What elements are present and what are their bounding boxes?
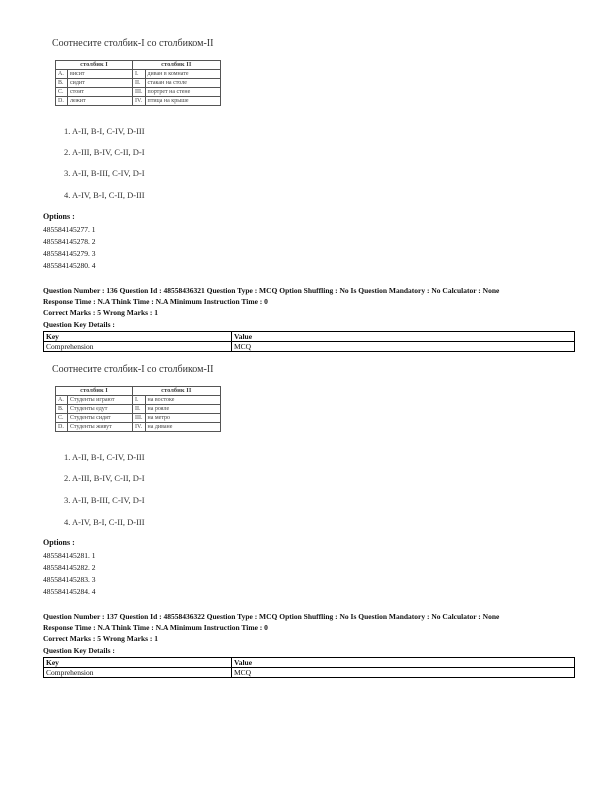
question-timing: Response Time : N.A Think Time : N.A Minimum Instruction Time : 0 bbox=[43, 623, 268, 632]
table-row bbox=[56, 79, 221, 88]
answer-choice: 3. A-II, B-III, C-IV, D-I bbox=[64, 168, 145, 178]
column-2-cell: на диване bbox=[145, 423, 220, 432]
value-header: Value bbox=[232, 658, 575, 668]
row-letter: A. bbox=[56, 396, 68, 405]
column-1-cell: лежит bbox=[68, 97, 133, 106]
row-numeral: IV. bbox=[133, 423, 146, 432]
match-table bbox=[55, 60, 221, 106]
question-marks: Correct Marks : 5 Wrong Marks : 1 bbox=[43, 308, 159, 317]
table-row bbox=[56, 405, 221, 414]
option-id: 485584145281. 1 bbox=[43, 551, 96, 560]
key-header: Key bbox=[44, 332, 232, 342]
option-id: 485584145277. 1 bbox=[43, 225, 96, 234]
row-numeral: II. bbox=[133, 405, 146, 414]
option-id: 485584145284. 4 bbox=[43, 587, 96, 596]
question-key-heading: Question Key Details : bbox=[43, 646, 115, 655]
row-numeral: IV. bbox=[133, 97, 146, 106]
answer-choice: 3. A-II, B-III, C-IV, D-I bbox=[64, 495, 145, 505]
options-label: Options : bbox=[43, 538, 75, 547]
key-header: Key bbox=[44, 658, 232, 668]
column-1-cell: Студенты живут bbox=[68, 423, 133, 432]
row-numeral: II. bbox=[133, 79, 146, 88]
row-numeral: III. bbox=[133, 88, 146, 97]
row-letter: C. bbox=[56, 414, 68, 423]
row-letter: D. bbox=[56, 423, 68, 432]
answer-choice: 4. A-IV, B-I, C-II, D-III bbox=[64, 517, 145, 527]
column-1-cell: стоит bbox=[68, 88, 133, 97]
question-meta: Question Number : 136 Question Id : 48558436321 Question Type : MCQ Option Shuffling : No Is Question Mandatory : No Calculator : None bbox=[43, 286, 500, 295]
option-id: 485584145283. 3 bbox=[43, 575, 96, 584]
row-letter: B. bbox=[56, 405, 68, 414]
column-1-cell: Студенты играют bbox=[68, 396, 133, 405]
options-label: Options : bbox=[43, 212, 75, 221]
question-title: Соотнесите столбик-I со столбиком-II bbox=[52, 38, 214, 49]
option-id: 485584145282. 2 bbox=[43, 563, 96, 572]
column-2-cell: птица на крыше bbox=[145, 97, 220, 106]
value-cell: MCQ bbox=[232, 668, 575, 678]
question-marks: Correct Marks : 5 Wrong Marks : 1 bbox=[43, 634, 159, 643]
column-1-cell: Студенты сидят bbox=[68, 414, 133, 423]
value-cell: MCQ bbox=[232, 342, 575, 352]
question-title: Соотнесите столбик-I со столбиком-II bbox=[52, 364, 214, 375]
row-letter: C. bbox=[56, 88, 68, 97]
table-row bbox=[56, 414, 221, 423]
column-2-cell: на востоке bbox=[145, 396, 220, 405]
row-letter: A. bbox=[56, 70, 68, 79]
question-timing: Response Time : N.A Think Time : N.A Minimum Instruction Time : 0 bbox=[43, 297, 268, 306]
column-2-cell: портрет на стене bbox=[145, 88, 220, 97]
answer-choice: 1. A-II, B-I, C-IV, D-III bbox=[64, 126, 145, 136]
row-numeral: III. bbox=[133, 414, 146, 423]
answer-choice: 1. A-II, B-I, C-IV, D-III bbox=[64, 452, 145, 462]
row-numeral: I. bbox=[133, 70, 146, 79]
column-1-header: столбик I bbox=[56, 61, 133, 70]
answer-choice: 4. A-IV, B-I, C-II, D-III bbox=[64, 190, 145, 200]
table-row bbox=[56, 97, 221, 106]
question-key-table bbox=[43, 657, 575, 678]
table-row bbox=[56, 396, 221, 405]
option-id: 485584145279. 3 bbox=[43, 249, 96, 258]
column-1-cell: висит bbox=[68, 70, 133, 79]
match-table bbox=[55, 386, 221, 432]
key-cell: Comprehension bbox=[44, 668, 232, 678]
column-2-cell: стакан на столе bbox=[145, 79, 220, 88]
question-meta: Question Number : 137 Question Id : 48558436322 Question Type : MCQ Option Shuffling : No Is Question Mandatory : No Calculator : None bbox=[43, 612, 500, 621]
key-cell: Comprehension bbox=[44, 342, 232, 352]
answer-choice: 2. A-III, B-IV, C-II, D-I bbox=[64, 473, 145, 483]
row-numeral: I. bbox=[133, 396, 146, 405]
column-2-cell: диван в комнате bbox=[145, 70, 220, 79]
column-1-header: столбик I bbox=[56, 387, 133, 396]
table-row bbox=[56, 70, 221, 79]
answer-choice: 2. A-III, B-IV, C-II, D-I bbox=[64, 147, 145, 157]
column-1-cell: сидит bbox=[68, 79, 133, 88]
column-2-header: столбик II bbox=[133, 61, 221, 70]
table-row bbox=[56, 88, 221, 97]
column-1-cell: Студенты едут bbox=[68, 405, 133, 414]
question-key-table bbox=[43, 331, 575, 352]
table-row bbox=[56, 423, 221, 432]
column-2-header: столбик II bbox=[133, 387, 221, 396]
row-letter: B. bbox=[56, 79, 68, 88]
value-header: Value bbox=[232, 332, 575, 342]
column-2-cell: на метро bbox=[145, 414, 220, 423]
option-id: 485584145278. 2 bbox=[43, 237, 96, 246]
row-letter: D. bbox=[56, 97, 68, 106]
column-2-cell: на рояле bbox=[145, 405, 220, 414]
option-id: 485584145280. 4 bbox=[43, 261, 96, 270]
question-key-heading: Question Key Details : bbox=[43, 320, 115, 329]
